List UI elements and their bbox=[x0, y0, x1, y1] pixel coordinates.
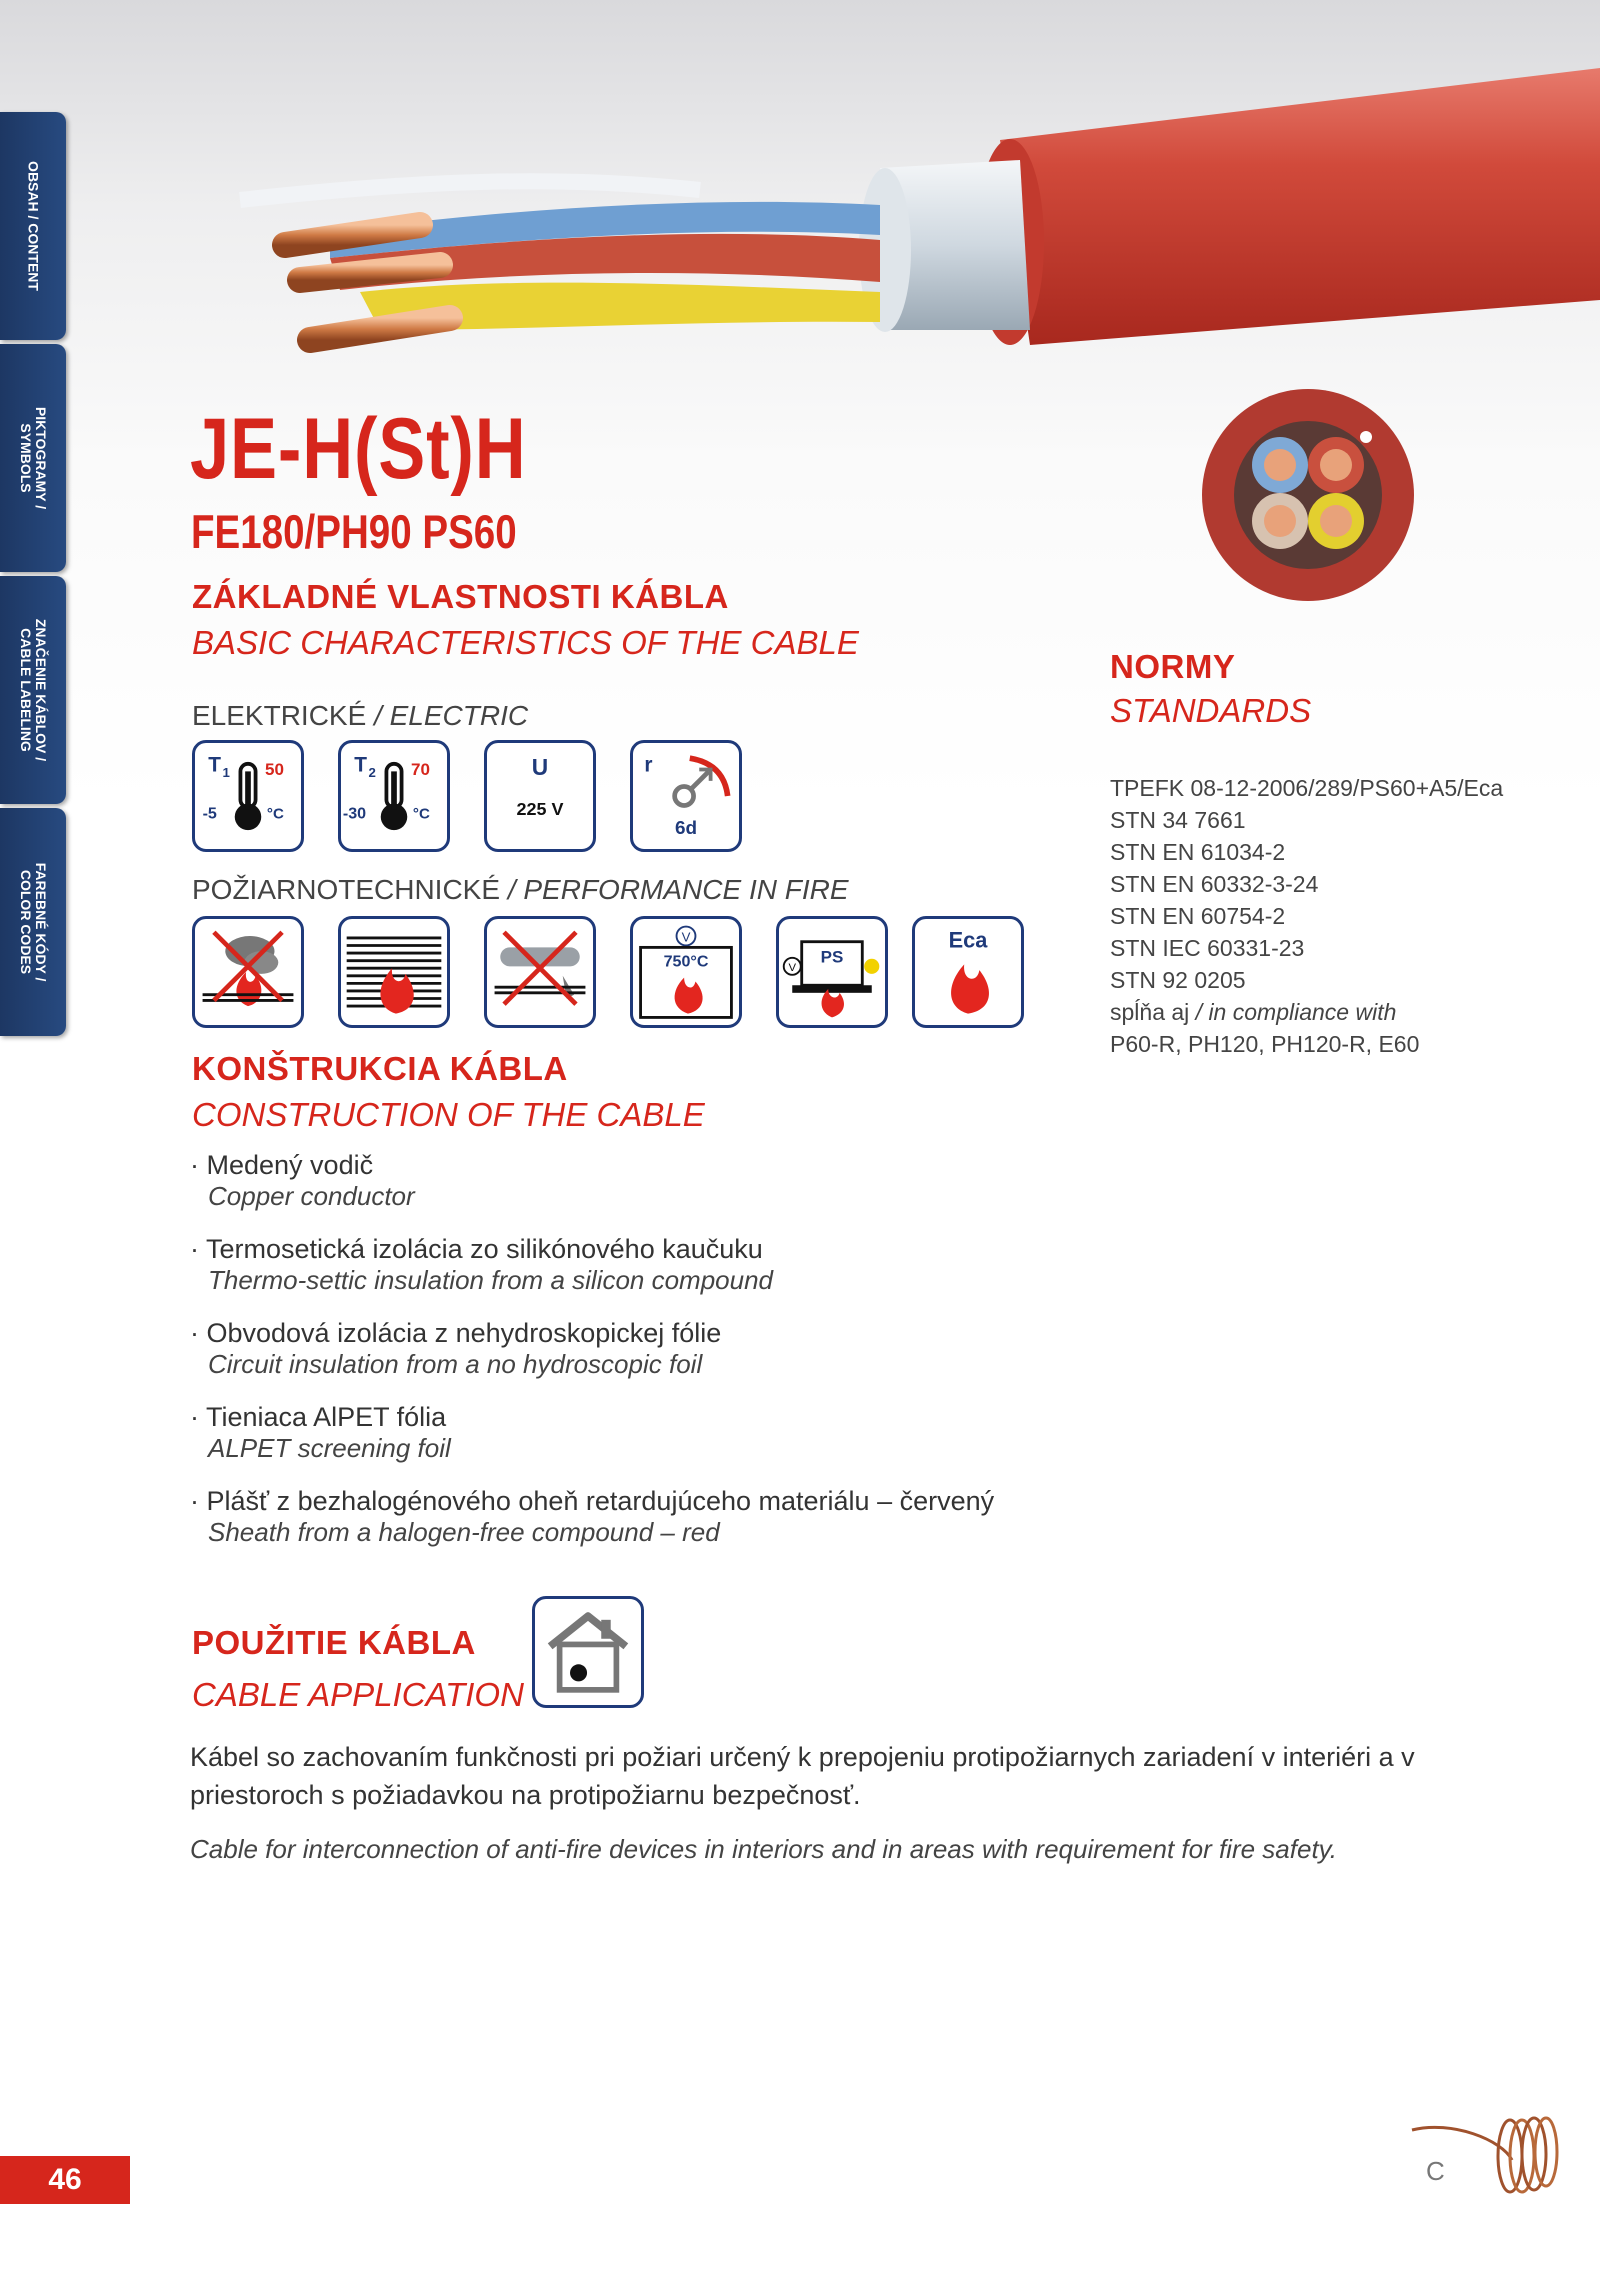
radius-value: 6d bbox=[674, 817, 698, 839]
application-text-en: Cable for interconnection of anti-fire devices in interiors and in areas with requirement for fire safety. bbox=[190, 1834, 1337, 1864]
ps60-icon bbox=[776, 916, 888, 1028]
temperature-value: 750°C bbox=[663, 952, 709, 971]
eca-label: Eca bbox=[948, 927, 988, 953]
sidebar-tab-content[interactable] bbox=[0, 112, 66, 340]
fire-label-en: / PERFORMANCE IN FIRE bbox=[507, 874, 849, 905]
copper-coil-logo bbox=[1392, 2100, 1562, 2210]
construction-heading-en: CONSTRUCTION OF THE CABLE bbox=[192, 1096, 705, 1133]
t2-sub: 2 bbox=[368, 765, 376, 781]
standard-item: STN EN 60754-2 bbox=[1110, 903, 1286, 929]
compliance-sk: spĺňa aj bbox=[1110, 999, 1190, 1025]
list-item bbox=[190, 1402, 1090, 1464]
indoor-house-icon bbox=[532, 1596, 644, 1708]
list-item-sk: · Obvodová izolácia z nehydroskopickej fólie bbox=[190, 1318, 722, 1348]
t2-min: -30 bbox=[342, 804, 367, 823]
compliance-line bbox=[1110, 996, 1503, 1028]
list-item-en: Sheath from a halogen-free compound – red bbox=[208, 1517, 720, 1547]
list-item bbox=[190, 1234, 1090, 1296]
t2-label: T bbox=[354, 753, 367, 777]
logo-letter: C bbox=[1426, 2156, 1445, 2186]
standard-item: STN 34 7661 bbox=[1110, 807, 1246, 833]
list-item-sk: · Medený vodič bbox=[190, 1150, 374, 1180]
electric-label-sk: ELEKTRICKÉ bbox=[192, 700, 367, 731]
v-symbol: V bbox=[681, 929, 691, 945]
eca-class-icon bbox=[912, 916, 1024, 1028]
t1-label: T bbox=[208, 753, 221, 777]
temperature-t1-icon bbox=[192, 740, 304, 852]
ps-label: PS bbox=[820, 947, 844, 967]
fire-label-sk: POŽIARNOTECHNICKÉ bbox=[192, 874, 501, 905]
temperature-t2-icon bbox=[338, 740, 450, 852]
application-text: Kábel so zachovaním funkčnosti pri požiari určený k prepojeniu protipožiarnych zariadení v interiéri a v priestoroch s požiadavkou na protipožiarnu bezpečnosť. bbox=[190, 1742, 1415, 1810]
voltage-icon bbox=[484, 740, 596, 852]
construction-heading: KONŠTRUKCIA KÁBLA bbox=[192, 1050, 568, 1087]
cable-illustration bbox=[0, 0, 1600, 420]
standards-heading-en: STANDARDS bbox=[1110, 692, 1312, 729]
radius-label: r bbox=[644, 753, 653, 777]
sidebar-tab-label: OBSAH / CONTENT bbox=[25, 161, 42, 291]
list-item-sk: · Tieniaca AlPET fólia bbox=[190, 1402, 447, 1432]
standard-item: STN 92 0205 bbox=[1110, 967, 1246, 993]
ps-v-symbol: V bbox=[788, 962, 797, 975]
list-item bbox=[190, 1150, 1090, 1212]
fire-resistance-750-icon bbox=[630, 916, 742, 1028]
list-item-en: Copper conductor bbox=[208, 1181, 415, 1211]
product-subtitle: FE180/PH90 PS60 bbox=[191, 505, 517, 558]
sidebar-tab-symbols[interactable] bbox=[0, 344, 66, 572]
sidebar-tab-label: PIKTOGRAMY / SYMBOLS bbox=[18, 406, 49, 510]
standards-heading: NORMY bbox=[1110, 648, 1236, 685]
list-item bbox=[190, 1318, 1090, 1380]
application-heading-en: CABLE APPLICATION bbox=[192, 1676, 524, 1713]
cable-cross-section-image bbox=[1198, 385, 1418, 605]
t1-min: -5 bbox=[202, 804, 217, 823]
list-item-en: Circuit insulation from a no hydroscopic foil bbox=[208, 1349, 703, 1379]
standard-item: STN EN 61034-2 bbox=[1110, 839, 1286, 865]
page-number: 46 bbox=[0, 2156, 130, 2204]
electric-label-en: / ELECTRIC bbox=[374, 700, 529, 731]
standards-list bbox=[1110, 772, 1503, 1060]
product-title: JE-H(St)H bbox=[190, 401, 527, 497]
compliance-list: P60-R, PH120, PH120-R, E60 bbox=[1110, 1031, 1420, 1057]
basic-heading-en: BASIC CHARACTERISTICS OF THE CABLE bbox=[192, 624, 859, 661]
list-item-en: Thermo-settic insulation from a silicon compound bbox=[208, 1265, 774, 1295]
sidebar-tab-cable-labeling[interactable] bbox=[0, 576, 66, 804]
sidebar-tab-label: FAREBNÉ KÓDY / COLOR CODES bbox=[18, 862, 49, 982]
t1-deg: °C bbox=[266, 805, 284, 823]
standard-item: STN IEC 60331-23 bbox=[1110, 935, 1305, 961]
electric-label bbox=[192, 700, 528, 732]
sidebar-tab-label: ZNAČENIE KÁBLOV / CABLE LABELING bbox=[18, 618, 49, 762]
no-corrosive-gas-icon bbox=[484, 916, 596, 1028]
t1-sub: 1 bbox=[222, 765, 230, 781]
bending-radius-icon bbox=[630, 740, 742, 852]
list-item-sk: · Plášť z bezhalogénového oheň retardujúceho materiálu – červený bbox=[190, 1486, 995, 1516]
t2-deg: °C bbox=[412, 805, 430, 823]
fire-performance-label bbox=[192, 874, 849, 906]
list-item-sk: · Termosetická izolácia zo silikónového kaučuku bbox=[190, 1234, 763, 1264]
sidebar-tab-color-codes[interactable] bbox=[0, 808, 66, 1036]
flame-retardant-icon bbox=[338, 916, 450, 1028]
t1-max: 50 bbox=[265, 760, 284, 780]
construction-list bbox=[190, 1150, 1090, 1570]
voltage-value: 225 V bbox=[516, 798, 564, 819]
standard-item: TPEFK 08-12-2006/289/PS60+A5/Eca bbox=[1110, 775, 1504, 801]
standard-item: STN EN 60332-3-24 bbox=[1110, 871, 1319, 897]
list-item bbox=[190, 1486, 1090, 1548]
application-heading: POUŽITIE KÁBLA bbox=[192, 1624, 476, 1661]
voltage-label: U bbox=[531, 754, 549, 781]
basic-heading: ZÁKLADNÉ VLASTNOSTI KÁBLA bbox=[192, 578, 729, 615]
t2-max: 70 bbox=[411, 760, 430, 780]
no-smoke-icon bbox=[192, 916, 304, 1028]
list-item-en: ALPET screening foil bbox=[208, 1433, 451, 1463]
compliance-en: / in compliance with bbox=[1195, 999, 1397, 1025]
